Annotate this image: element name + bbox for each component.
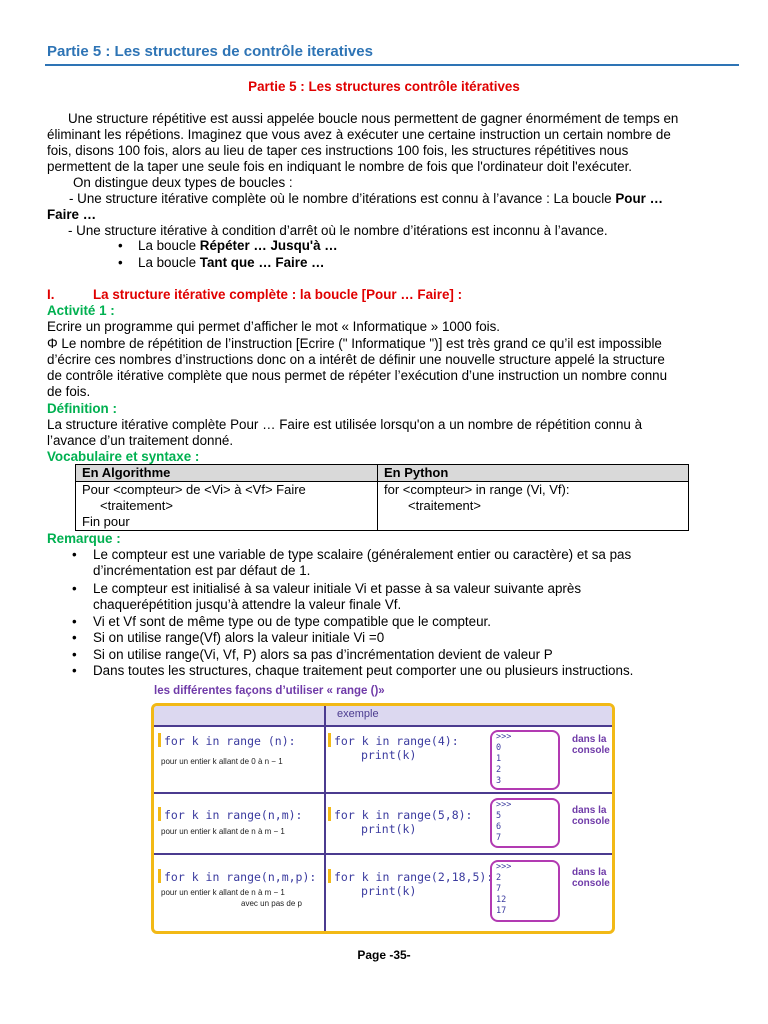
- algo-cell: Pour <compteur> de <Vi> à <Vf> Faire <traitement> Fin pour: [76, 482, 378, 531]
- range-note-step: avec un pas de p: [241, 899, 302, 908]
- range-note: pour un entier k allant de 0 à n − 1: [161, 757, 283, 766]
- column-divider: [324, 706, 326, 931]
- range-note: pour un entier k allant de n à m − 1: [161, 888, 285, 897]
- syntax-table: [75, 464, 689, 531]
- intro-paragraph: [47, 111, 719, 239]
- row-divider: [154, 853, 612, 855]
- console-output: >>> 2 7 12 17: [490, 860, 560, 922]
- example-code: for k in range(5,8):: [334, 808, 473, 822]
- definition-label: Définition :: [47, 401, 117, 416]
- example-code: for k in range(2,18,5):: [334, 870, 494, 884]
- example-code: for k in range(4):: [334, 734, 459, 748]
- document-title: Partie 5 : Les structures contrôle itératives: [248, 79, 520, 94]
- range-form: for k in range(n,m,p):: [164, 870, 317, 884]
- example-body: print(k): [361, 822, 417, 836]
- range-figure-title: les différentes façons d’utiliser « range ()»: [154, 685, 385, 697]
- range-form: for k in range (n):: [164, 734, 296, 748]
- console-output: >>> 0 1 2 3: [490, 730, 560, 790]
- range-form: for k in range(n,m):: [164, 808, 303, 822]
- example-body: print(k): [361, 748, 417, 762]
- console-label: dans la console: [572, 734, 610, 756]
- python-cell: for <compteur> in range (Vi, Vf): <traitement>: [378, 482, 689, 531]
- example-label: exemple: [337, 708, 379, 720]
- type2-line: - Une structure itérative à condition d’arrêt où le nombre d’itérations est inconnu à l’avance.: [68, 223, 608, 238]
- page-number: Page -35-: [357, 948, 411, 962]
- console-label: dans la console: [572, 867, 610, 889]
- row-divider: [154, 792, 612, 794]
- range-figure: [151, 703, 615, 934]
- running-header: Partie 5 : Les structures de contrôle iteratives: [47, 43, 373, 60]
- console-output: >>> 5 6 7: [490, 798, 560, 848]
- type1-line-cont: Faire …: [47, 207, 97, 222]
- python-header: En Python: [378, 465, 689, 482]
- activity-paragraph: Φ Le nombre de répétition de l’instruction [Ecrire (" Informatique ")] est très grand ce qu’il est impossible d’écrire ces nombres d’instructions donc on a intérêt de définir une nouvelle structure appelé la structure de contrôle itérative complète que nous permet de répéter l’exécution d’une instruction un nombre connu de fois.: [47, 336, 668, 399]
- syntax-label: Vocabulaire et syntaxe :: [47, 449, 200, 464]
- remarque-label: Remarque :: [47, 531, 121, 546]
- algo-header: En Algorithme: [76, 465, 378, 482]
- row-divider: [154, 725, 612, 727]
- header-divider: [45, 64, 739, 66]
- range-note: pour un entier k allant de n à m − 1: [161, 827, 285, 836]
- section-number: I.: [47, 287, 55, 302]
- activity-text: Ecrire un programme qui permet d’afficher le mot « Informatique » 1000 fois.: [47, 319, 501, 334]
- activity-label: Activité 1 :: [47, 303, 115, 318]
- definition-text: La structure itérative complète Pour … Faire est utilisée lorsqu'on a un nombre de répétition connu à l’avance d’un traitement donné.: [47, 417, 643, 448]
- intro-line: fois, disons 100 fois, alors au lieu de taper ces instructions 100 fois, les structures répétitives nous: [47, 143, 629, 158]
- intro-line: Une structure répétitive est aussi appelée boucle nous permettent de gagner énormément de temps en: [68, 111, 679, 126]
- section-title: La structure itérative complète : la boucle [Pour … Faire] :: [93, 287, 463, 302]
- intro-line: éliminant les répétions. Imaginez que vous avez à exécuter une certaine instruction un certain nombre de: [47, 127, 671, 142]
- range-figure-header: [154, 706, 612, 725]
- console-label: dans la console: [572, 805, 610, 827]
- example-body: print(k): [361, 884, 417, 898]
- distinguish-line: On distingue deux types de boucles :: [73, 175, 293, 190]
- intro-line: permettent de la taper une seule fois en indiquant le nombre de fois que l'ordinateur doit l'exécuter.: [47, 159, 633, 174]
- type1-line: - Une structure itérative complète où le nombre d’itérations est connu à l’avance : La boucle Pour …: [69, 191, 663, 206]
